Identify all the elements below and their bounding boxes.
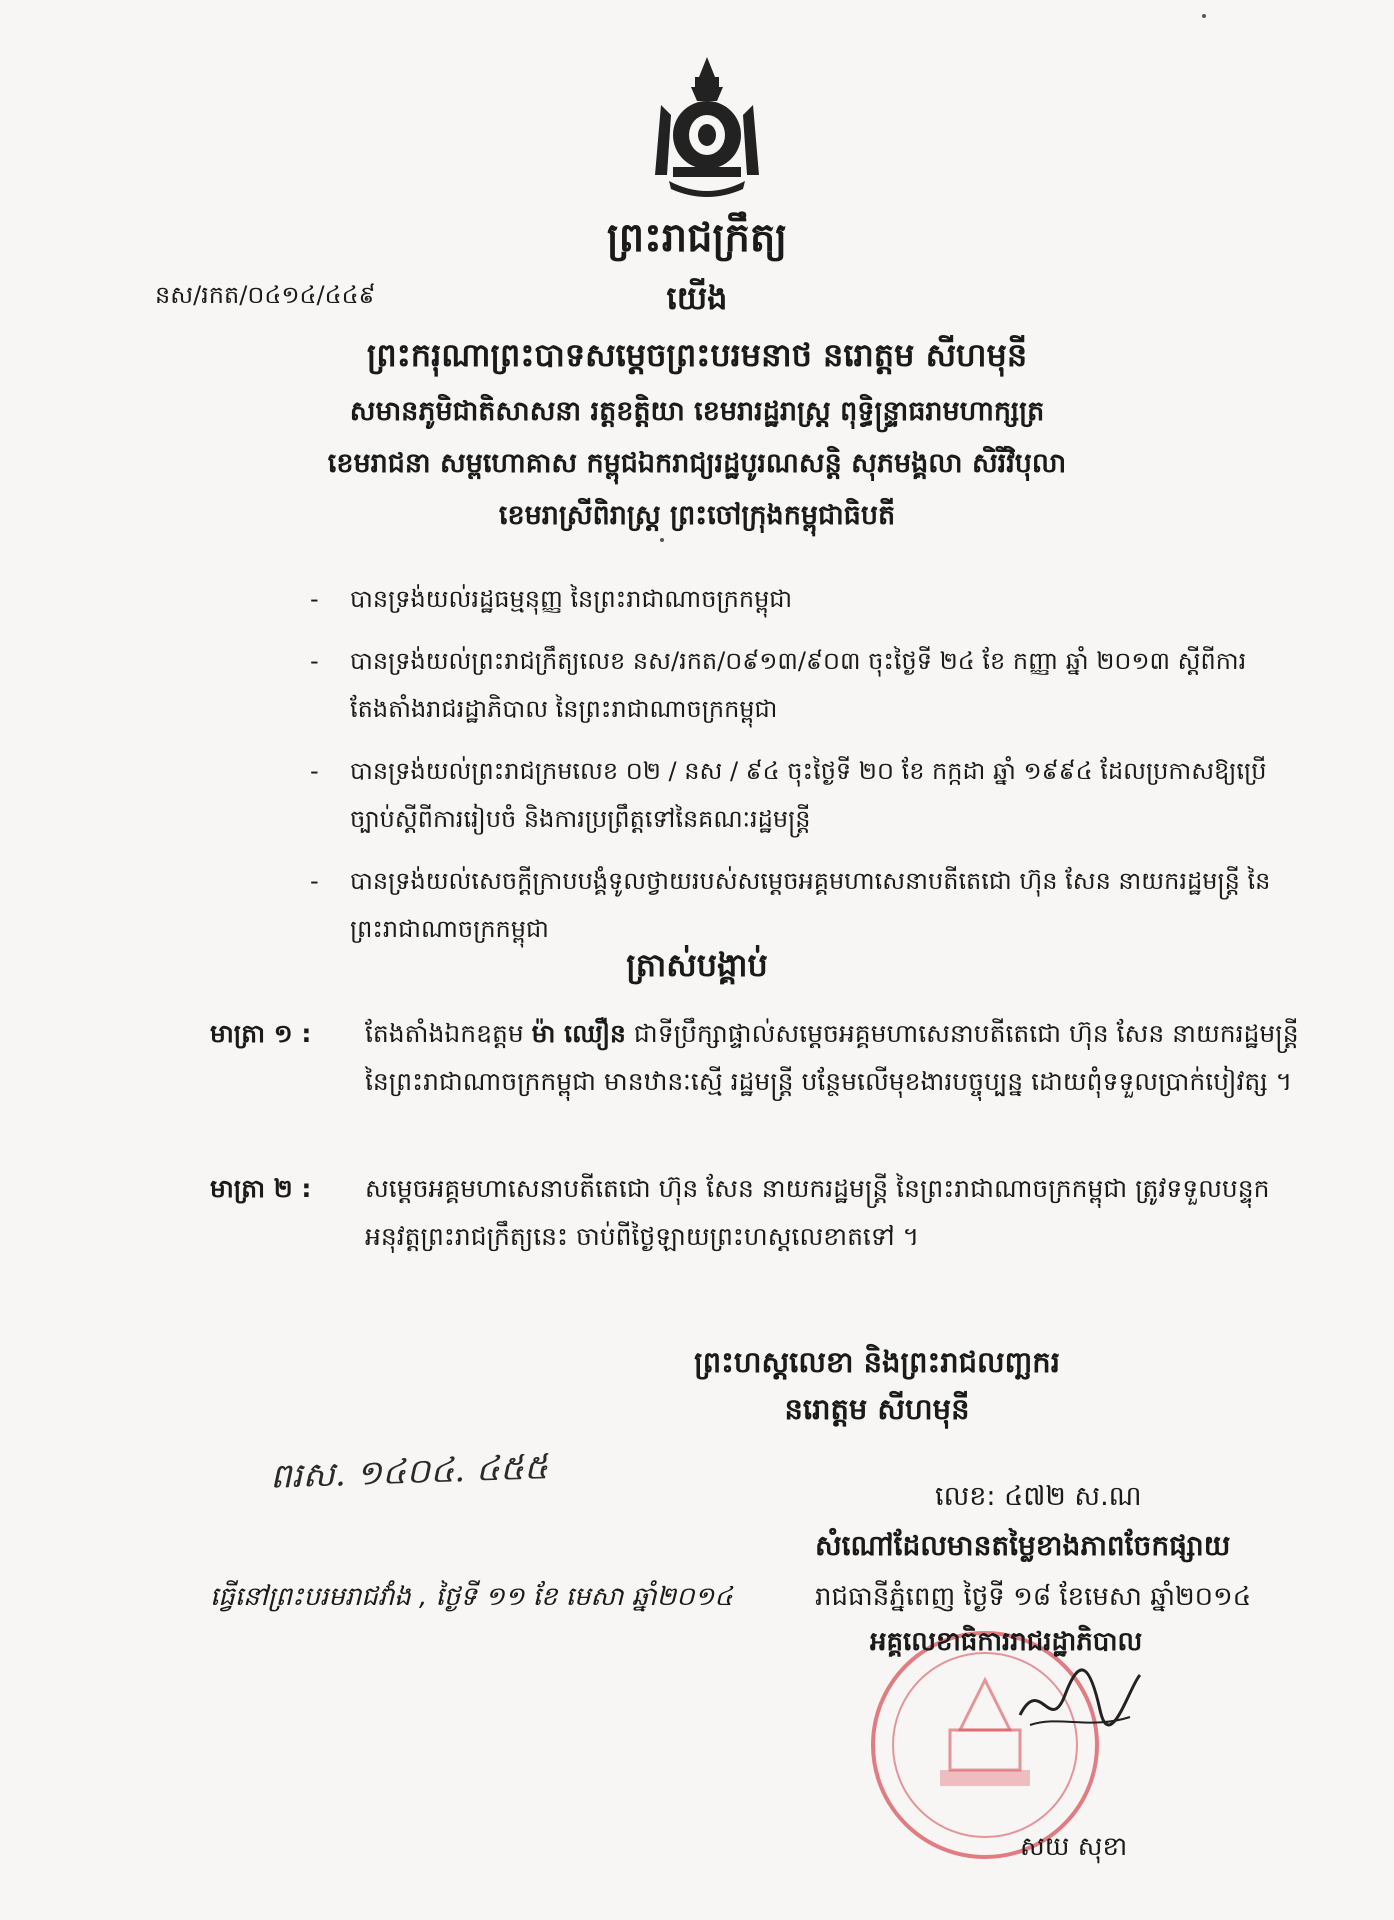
royal-titles-line-3: ខេមរាស្រីពិរាស្ត្រ ព្រះចៅក្រុងកម្ពុជាធិបតី xyxy=(498,500,896,531)
royal-titles-line-2: ខេមរាជនា សម្ពហោគាស កម្ពុជឯករាជ្យរដ្ឋបូរណសន្តិ សុភមង្គលា សិរីវិបុលា xyxy=(327,448,1067,479)
article-body: សម្តេចអគ្គមហាសេនាបតីតេជោ ហ៊ុន សែន នាយករដ្ឋមន្ត្រី នៃព្រះរាជាណាចក្រកម្ពុជា ត្រូវទទួលបន្ទុកអនុវត្តព្រះរាជក្រឹត្យនេះ ចាប់ពីថ្ងៃឡាយព្រះហស្តលេខាតទៅ ។ xyxy=(365,1174,1270,1251)
appointee-name: ម៉ា ឈឿន xyxy=(531,1019,626,1048)
article-label: មាត្រា ២ : xyxy=(210,1174,312,1203)
certification-office: អគ្គលេខាធិការរាជរដ្ឋាភិបាល xyxy=(870,1627,1143,1657)
visa-item: - បានទ្រង់យល់សេចក្តីក្រាបបង្គំទូលថ្វាយរបស់សម្តេចអគ្គមហាសេនាបតីតេជោ ហ៊ុន សែន នាយករដ្ឋមន្ត្រី នៃព្រះរាជាណាចក្រកម្ពុជា xyxy=(310,867,1271,943)
signature-title: ព្រះហស្តលេខា និងព្រះរាជលញ្ឆករ xyxy=(694,1345,1060,1379)
yeung-heading: យើង xyxy=(666,279,728,317)
royal-titles-line-1: សមានភូមិជាតិសាសនា រត្តខត្តិយា ខេមរារដ្ឋរាស្ត្រ ពុទ្ធិន្ទ្រាធរាមហាក្សត្រ xyxy=(349,396,1045,427)
visa-list xyxy=(310,575,1290,967)
decree-heading: ត្រាស់បង្គាប់ xyxy=(626,946,768,984)
decree-title: ព្រះរាជក្រឹត្យ xyxy=(606,215,788,261)
reference-number: នស/រកត/០៤១៤/៤៤៩ xyxy=(155,281,376,309)
visa-item: - បានទ្រង់យល់ព្រះរាជក្រមលេខ ០២ / នស / ៩៤ ចុះថ្ងៃទី ២០ ខែ កក្កដា ឆ្នាំ ១៩៩៤ ដែលប្រកាសឱ្យប្រើច្បាប់ស្តីពីការរៀបចំ និងការប្រព្រឹត្តទៅនៃគណៈរដ្ឋមន្ត្រី xyxy=(310,757,1267,833)
king-name-line: ព្រះករុណាព្រះបាទសម្តេចព្រះបរមនាថ នរោត្តម សីហមុនី xyxy=(366,336,1028,374)
certification-signer: សយ សុខា xyxy=(1020,1832,1128,1862)
signature-name: នរោត្តម សីហមុនី xyxy=(784,1392,970,1426)
handwritten-signature xyxy=(1010,1655,1150,1745)
scan-dot xyxy=(660,538,664,542)
certification-title: សំណៅដែលមានតម្លៃខាងភាពចែកផ្សាយ xyxy=(815,1529,1231,1562)
date-line: ធ្វើនៅព្រះបរមរាជវាំង , ថ្ងៃទី ១១ ខែ មេសា ឆ្នាំ២០១៤ xyxy=(210,1582,733,1612)
royal-emblem-icon xyxy=(647,55,767,205)
article-body: តែងតាំងឯកឧត្តម ម៉ា ឈឿន ជាទីប្រឹក្សាផ្ទាល់សម្តេចអគ្គមហាសេនាបតីតេជោ ហ៊ុន សែន នាយករដ្ឋមន្ត្រី នៃព្រះរាជាណាចក្រកម្ពុជា មានឋានៈស្មើ រដ្ឋមន្ត្រី បន្ថែមលើមុខងារបច្ចុប្បន្ន ដោយពុំទទួលប្រាក់បៀវត្ស ។ xyxy=(365,1019,1299,1096)
article-label: មាត្រា ១ : xyxy=(210,1019,312,1048)
handwritten-number: ពរស. ១៤០៤. ៤៥៥ xyxy=(269,1447,549,1497)
certification-date: រាជធានីភ្នំពេញ ថ្ងៃទី ១៨ ខែមេសា ឆ្នាំ២០១៤ xyxy=(815,1582,1252,1612)
visa-item: - បានទ្រង់យល់ព្រះរាជក្រឹត្យលេខ នស/រកត/០៩១៣/៩០៣ ចុះថ្ងៃទី ២៤ ខែ កញ្ញា ឆ្នាំ ២០១៣ ស្តីពីការតែងតាំងរាជរដ្ឋាភិបាល នៃព្រះរាជាណាចក្រកម្ពុជា xyxy=(310,647,1247,723)
visa-item: - បានទ្រង់យល់រដ្ឋធម្មនុញ្ញ នៃព្រះរាជាណាចក្រកម្ពុជា xyxy=(310,585,793,613)
article-2 xyxy=(210,1165,1300,1261)
certification-number: លេខ: ៤៧២ ស.ណ xyxy=(935,1481,1142,1512)
article-1 xyxy=(210,1010,1300,1106)
scan-dot xyxy=(1202,14,1206,18)
